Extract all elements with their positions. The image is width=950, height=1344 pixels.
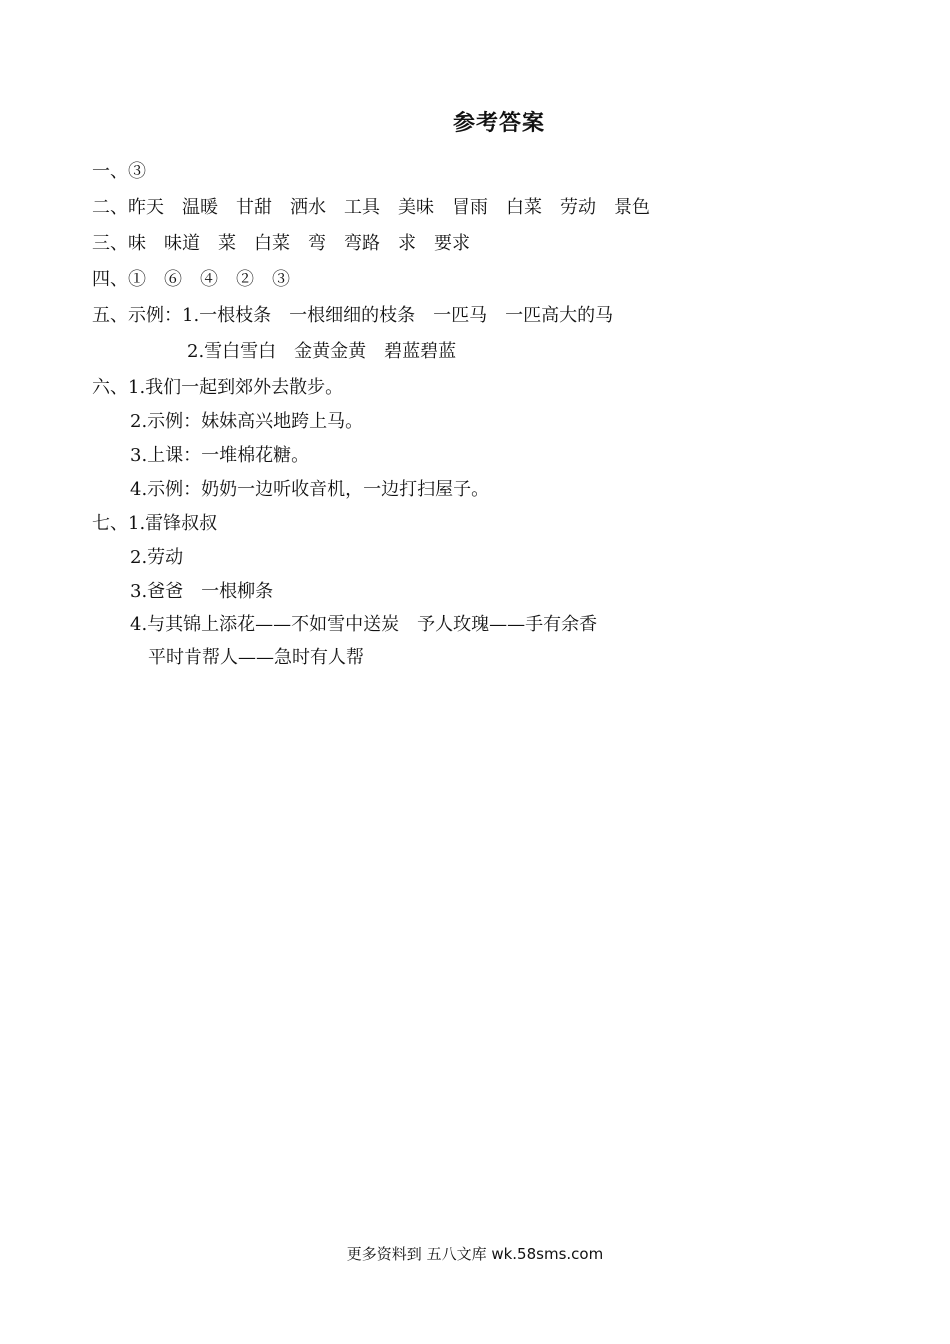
answer-section-5-item-2: 2.雪白雪白 金黄金黄 碧蓝碧蓝 bbox=[187, 341, 457, 362]
answer-section-6-item-1: 六、1.我们一起到郊外去散步。 bbox=[92, 377, 344, 398]
answer-section-7-item-4-continued: 平时肯帮人——急时有人帮 bbox=[148, 647, 364, 668]
answer-section-6-item-2: 2.示例：妹妹高兴地跨上马。 bbox=[130, 411, 364, 432]
footer-source: 更多资料到 五八文库 wk.58sms.com bbox=[346, 1245, 604, 1263]
answer-section-5-item-1: 五、示例：1.一根枝条 一根细细的枝条 一匹马 一匹高大的马 bbox=[92, 305, 614, 326]
answer-section-6-item-3: 3.上课：一堆棉花糖。 bbox=[130, 445, 310, 466]
answer-section-6-item-4: 4.示例：奶奶一边听收音机，一边打扫屋子。 bbox=[130, 479, 490, 500]
answer-section-7-item-2: 2.劳动 bbox=[130, 547, 184, 568]
answer-section-3: 三、味 味道 菜 白菜 弯 弯路 求 要求 bbox=[92, 233, 470, 254]
answer-section-7-item-3: 3.爸爸 一根柳条 bbox=[130, 581, 274, 602]
page-title: 参考答案 bbox=[452, 111, 545, 136]
answer-section-1: 一、③ bbox=[92, 161, 146, 182]
answer-section-7-item-4: 4.与其锦上添花——不如雪中送炭 予人玫瑰——手有余香 bbox=[130, 614, 598, 635]
answer-section-7-item-1: 七、1.雷锋叔叔 bbox=[92, 513, 218, 534]
answer-section-4: 四、① ⑥ ④ ② ③ bbox=[92, 269, 290, 290]
answer-section-2: 二、昨天 温暖 甘甜 洒水 工具 美味 冒雨 白菜 劳动 景色 bbox=[92, 197, 650, 218]
